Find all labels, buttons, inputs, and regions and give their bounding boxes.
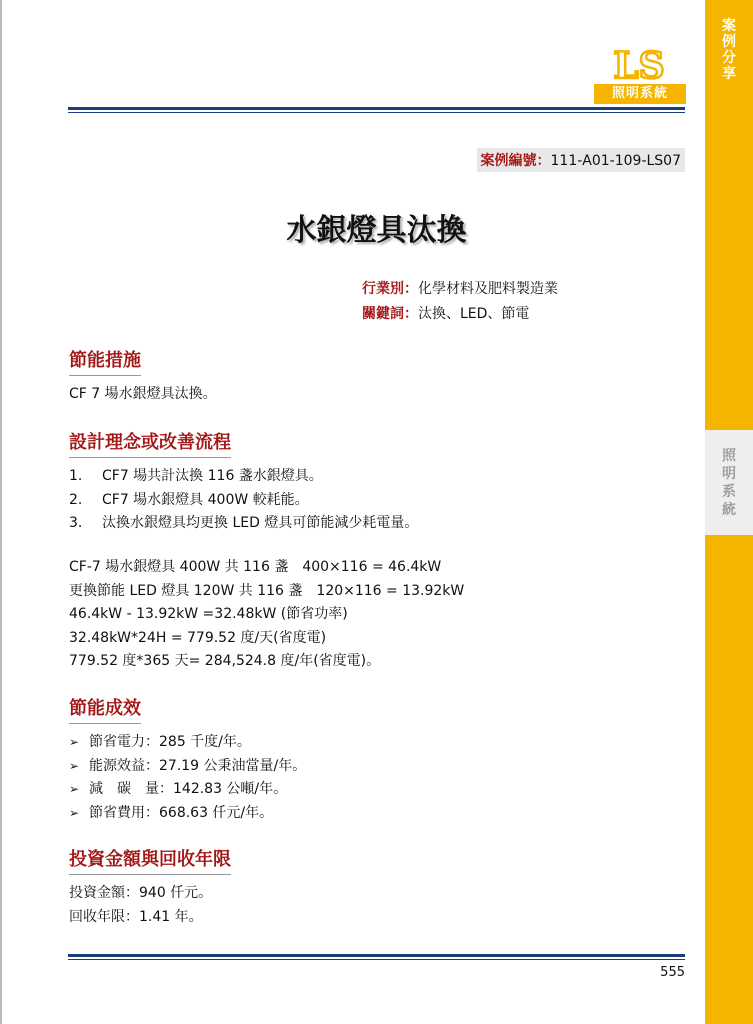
svg-text:LS: LS (613, 46, 665, 84)
measures-text: CF 7 場水銀燈具汰換。 (69, 386, 217, 402)
list-item (69, 466, 418, 490)
keywords-label: 關鍵詞： (362, 306, 418, 322)
calculation-block (69, 557, 464, 675)
case-number-value: 111-A01-109-LS07 (550, 153, 681, 169)
calc-line: 46.4kW - 13.92kW =32.48kW (節省功率) (69, 606, 348, 622)
arrow-bullet-icon: ➢ (69, 758, 80, 773)
page-title: 水銀燈具汰換 (286, 213, 467, 248)
tab-char: 案 (722, 18, 736, 34)
list-text: 能源效益：27.19 公秉油當量/年。 (89, 757, 307, 774)
list-number: 1. (69, 468, 83, 484)
page-number: 555 (660, 965, 685, 980)
investment-line: 投資金額：940 仟元。 (69, 885, 213, 901)
section-heading-results: 節能成效 (69, 694, 141, 724)
list-text: 減 碳 量：142.83 公噸/年。 (89, 781, 288, 797)
logo-tag: 照明系統 (594, 84, 686, 104)
header-rule (68, 107, 685, 110)
list-item (69, 779, 306, 803)
calc-line: 32.48kW*24H = 779.52 度/天(省度電) (69, 629, 327, 646)
sidebar-tab-lighting-system[interactable] (705, 430, 753, 535)
tab-char: 照 (722, 447, 736, 464)
calc-line: CF-7 場水銀燈具 400W 共 116 盞 400×116 = 46.4kW (69, 559, 442, 575)
list-number: 2. (69, 491, 83, 508)
tab-char: 統 (722, 501, 736, 518)
list-item (69, 756, 306, 780)
list-item (69, 732, 306, 756)
list-item (69, 803, 306, 827)
arrow-bullet-icon: ➢ (69, 782, 80, 796)
investment-block (69, 883, 212, 930)
sidebar-tab-case-share[interactable] (705, 18, 753, 118)
header-rule-thin (68, 112, 685, 113)
case-number-label: 案例編號： (480, 153, 551, 169)
investment-line: 回收年限：1.41 年。 (69, 908, 203, 925)
footer-rule-thin (68, 959, 685, 960)
list-text: 汰換水銀燈具均更換 LED 燈具可節能減少耗電量。 (102, 515, 419, 531)
list-item (69, 490, 418, 514)
footer-rule (68, 954, 685, 957)
keywords-line (362, 303, 529, 323)
list-text: 節省費用：668.63 仟元/年。 (89, 804, 274, 821)
calc-line: 779.52 度*365 天= 284,524.8 度/年(省度電)。 (69, 653, 381, 669)
keywords-value: 汰換、LED、節電 (418, 306, 530, 322)
list-item (69, 513, 418, 537)
tab-char: 系 (722, 483, 736, 500)
list-text: CF7 場共計汰換 116 盞水銀燈具。 (102, 468, 323, 484)
tab-char: 明 (722, 465, 736, 482)
page-left-edge (0, 0, 2, 1024)
case-number (477, 148, 686, 172)
list-text: 節省電力：285 千度/年。 (89, 734, 251, 750)
section-heading-investment: 投資金額與回收年限 (69, 845, 231, 875)
industry-label: 行業別： (362, 281, 418, 297)
results-list (69, 732, 306, 826)
section-heading-measures: 節能措施 (69, 346, 141, 376)
section-heading-design: 設計理念或改善流程 (69, 428, 231, 458)
industry-value: 化學材料及肥料製造業 (418, 281, 558, 297)
arrow-bullet-icon: ➢ (69, 805, 80, 820)
calc-line: 更換節能 LED 燈具 120W 共 116 盞 120×116 = 13.92kW (69, 582, 465, 599)
tab-char: 分 (722, 50, 736, 66)
tab-char: 例 (722, 34, 736, 50)
list-number: 3. (69, 515, 83, 531)
ls-logo-icon (600, 46, 678, 84)
industry-line (362, 278, 558, 298)
tab-char: 享 (722, 66, 736, 82)
list-text: CF7 場水銀燈具 400W 較耗能。 (102, 491, 309, 508)
design-list (69, 466, 418, 537)
arrow-bullet-icon: ➢ (69, 735, 80, 749)
